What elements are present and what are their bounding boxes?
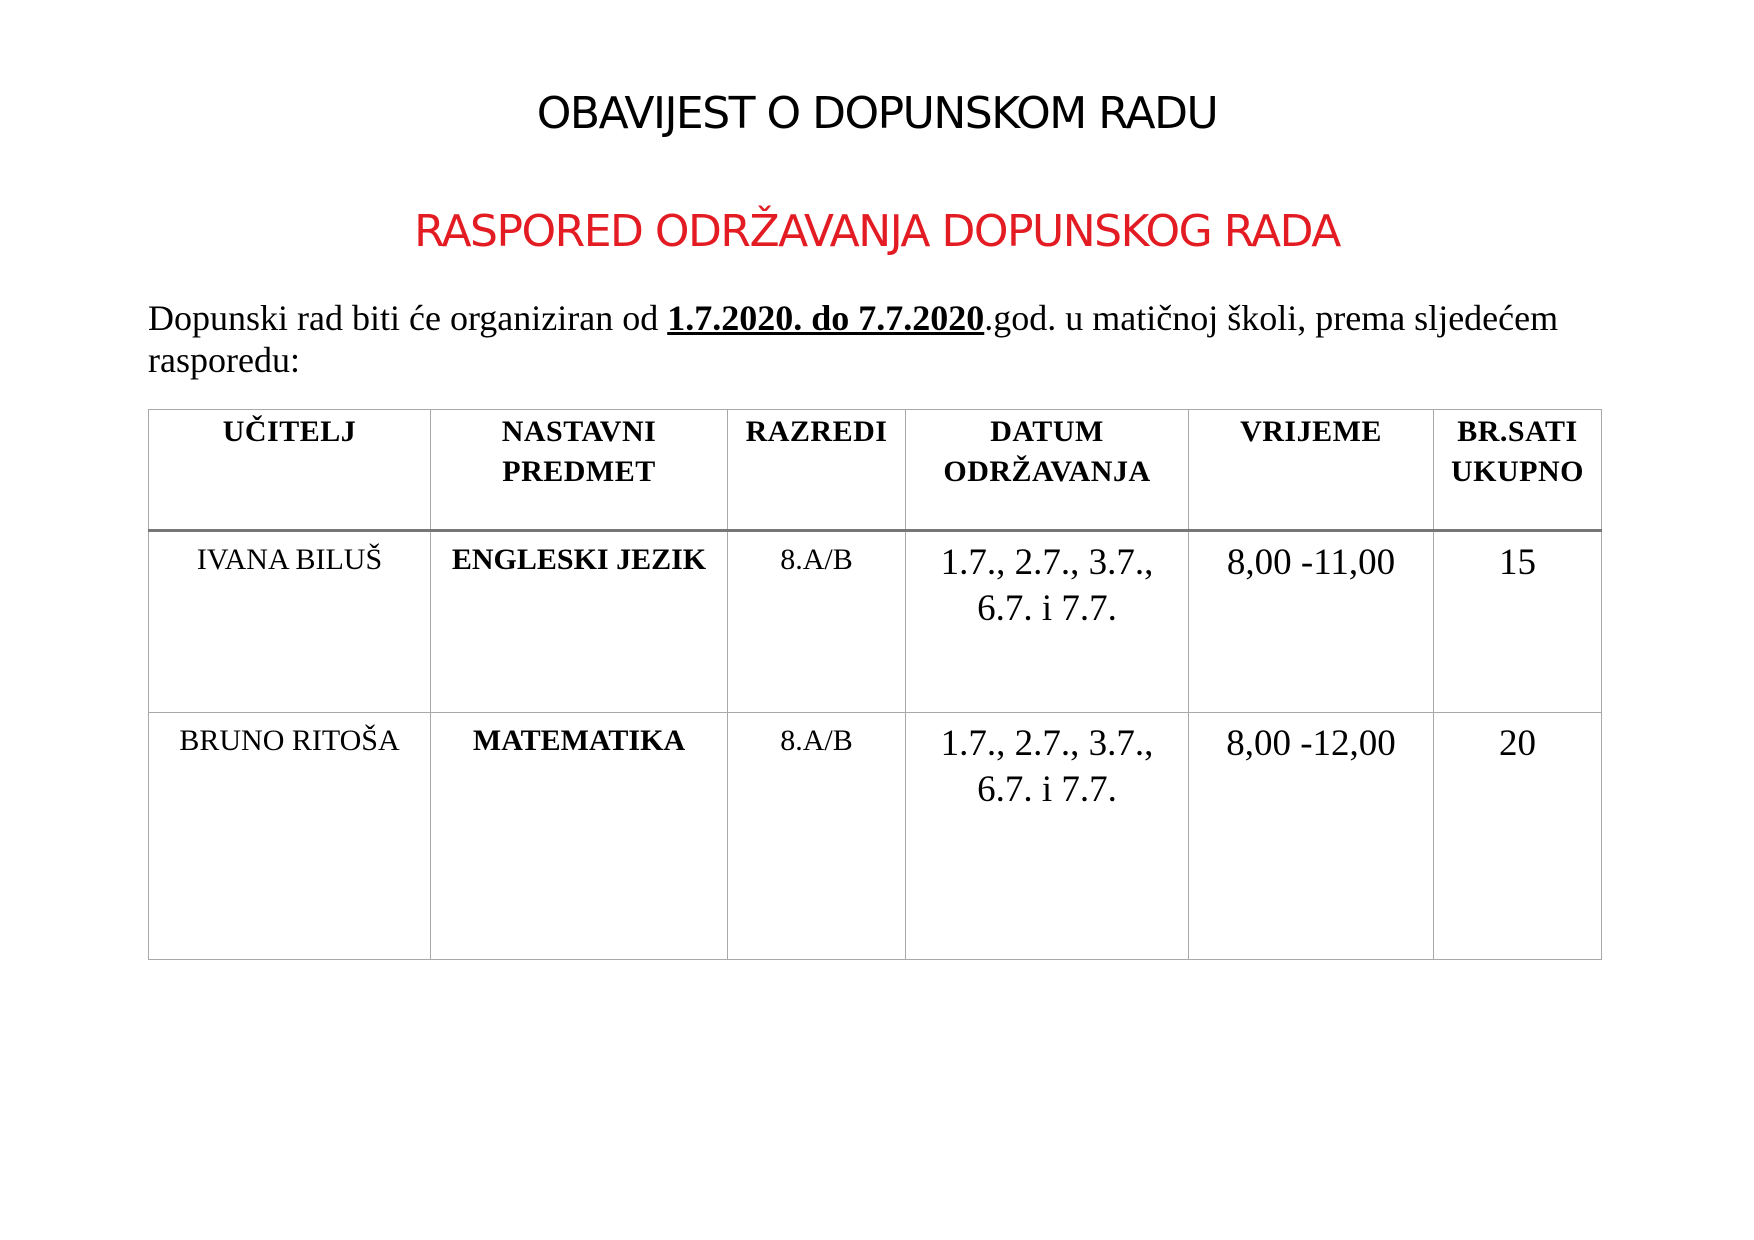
intro-paragraph bbox=[148, 297, 1628, 381]
schedule-subtitle: RASPORED ODRŽAVANJA DOPUNSKOG RADA bbox=[414, 206, 1340, 257]
table-header-row bbox=[149, 410, 1602, 531]
header-teacher: UČITELJ bbox=[149, 410, 431, 531]
header-time: VRIJEME bbox=[1189, 410, 1434, 531]
cell-hours: 15 bbox=[1434, 531, 1602, 713]
cell-subject: ENGLESKI JEZIK bbox=[431, 531, 728, 713]
cell-time: 8,00 -11,00 bbox=[1189, 531, 1434, 713]
cell-teacher: BRUNO RITOŠA bbox=[149, 713, 431, 960]
header-dates: DATUM ODRŽAVANJA bbox=[906, 410, 1189, 531]
intro-text-before: Dopunski rad biti će organiziran od bbox=[148, 298, 668, 338]
cell-hours: 20 bbox=[1434, 713, 1602, 960]
intro-text-after: .god. u matičnoj školi, prema sljedećem rasporedu: bbox=[148, 298, 1559, 380]
header-hours: BR.SATI UKUPNO bbox=[1434, 410, 1602, 531]
table-row bbox=[149, 713, 1602, 960]
cell-time: 8,00 -12,00 bbox=[1189, 713, 1434, 960]
cell-subject: MATEMATIKA bbox=[431, 713, 728, 960]
header-subject: NASTAVNI PREDMET bbox=[431, 410, 728, 531]
cell-dates: 1.7., 2.7., 3.7., 6.7. i 7.7. bbox=[906, 713, 1189, 960]
schedule-table bbox=[148, 409, 1602, 960]
page-title: OBAVIJEST O DOPUNSKOM RADU bbox=[536, 88, 1218, 139]
cell-classes: 8.A/B bbox=[728, 531, 906, 713]
header-classes: RAZREDI bbox=[728, 410, 906, 531]
cell-classes: 8.A/B bbox=[728, 713, 906, 960]
table-row bbox=[149, 531, 1602, 713]
cell-teacher: IVANA BILUŠ bbox=[149, 531, 431, 713]
intro-date-range: 1.7.2020. do 7.7.2020 bbox=[667, 298, 985, 338]
cell-dates: 1.7., 2.7., 3.7., 6.7. i 7.7. bbox=[906, 531, 1189, 713]
